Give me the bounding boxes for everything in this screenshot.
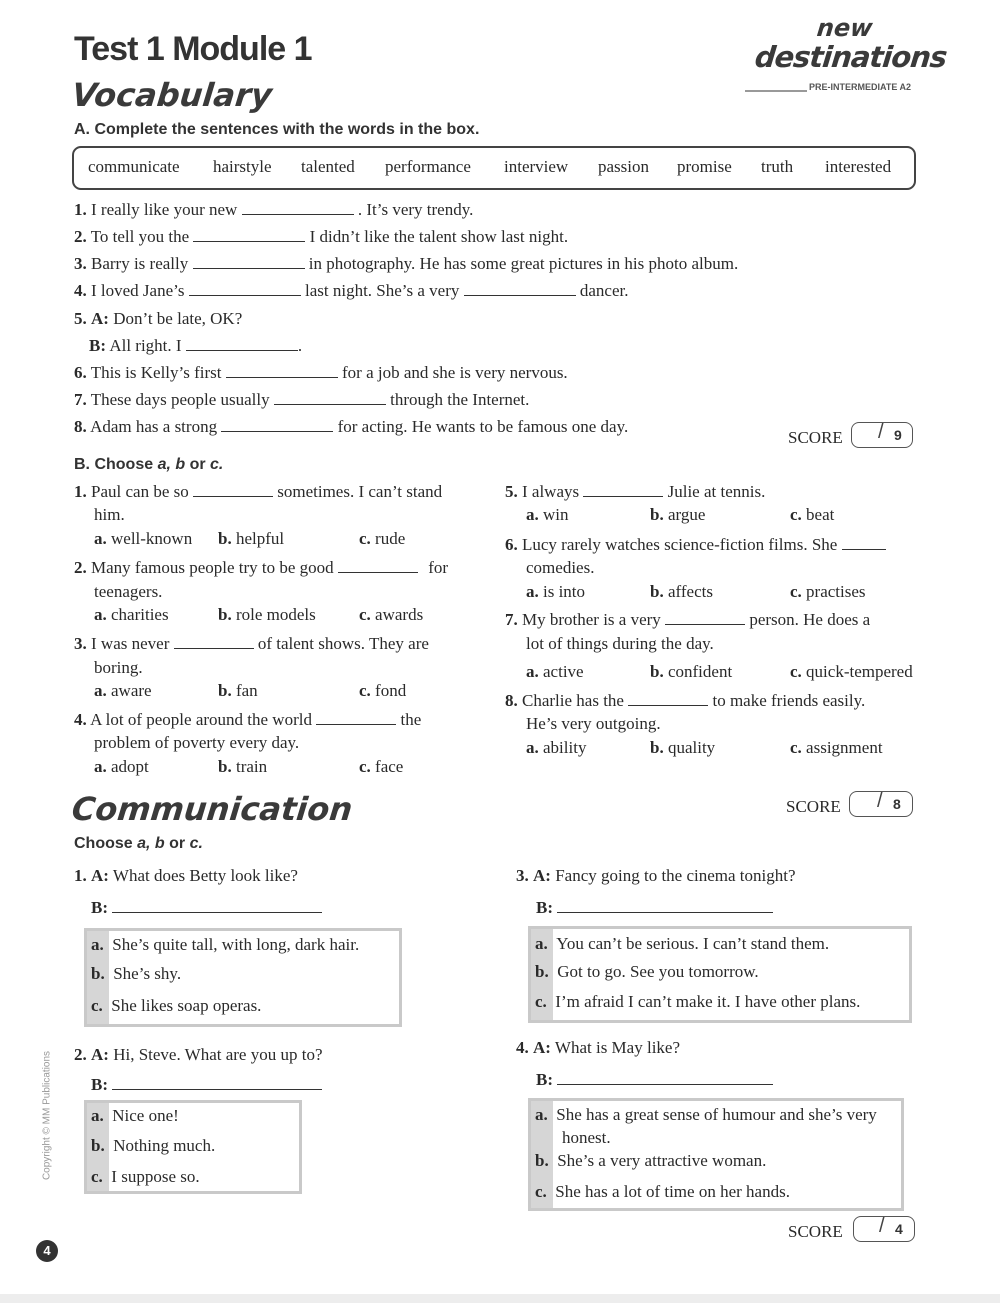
- question-text: What is May like?: [554, 1038, 681, 1057]
- copyright-notice: Copyright © MM Publications: [41, 1050, 53, 1181]
- sentence-text: I loved Jane’s: [91, 281, 185, 300]
- word: talented: [301, 157, 355, 176]
- option-a[interactable]: a. You can’t be serious. I can’t stand them.: [535, 934, 830, 953]
- answer-blank[interactable]: [557, 898, 773, 913]
- item-number: 1.: [74, 866, 87, 885]
- instr-letters: c.: [189, 835, 203, 852]
- brand-logo: [745, 14, 949, 99]
- option-c[interactable]: c. I’m afraid I can’t make it. I have other plans.: [535, 992, 861, 1011]
- option-text: argue: [667, 505, 706, 524]
- option-a[interactable]: a. ability: [526, 738, 587, 757]
- speaker-a: A:: [91, 1045, 109, 1064]
- b-q2-line2: teenagers.: [94, 582, 163, 601]
- sentence-text: To tell you the: [90, 227, 190, 246]
- b-q2-line1: [74, 558, 448, 578]
- option-a[interactable]: a. She has a great sense of humour and she’s very: [535, 1105, 877, 1124]
- option-b[interactable]: b. role models: [218, 605, 316, 624]
- item-number: 4.: [74, 710, 87, 729]
- brand-level: PRE-INTERMEDIATE A2: [809, 82, 912, 92]
- instr-letters: c.: [210, 456, 224, 473]
- option-text: aware: [111, 681, 152, 700]
- score-slash: /: [879, 1215, 885, 1237]
- c-q1-answer: [91, 898, 322, 918]
- communication-heading: Communication: [70, 790, 355, 828]
- answer-blank[interactable]: [557, 1070, 773, 1085]
- option-b[interactable]: b. Nothing much.: [91, 1136, 216, 1155]
- item-number: 7.: [74, 390, 87, 409]
- q-text: A lot of people around the world: [90, 710, 312, 729]
- option-text: She’s shy.: [113, 964, 182, 983]
- answer-blank[interactable]: [665, 610, 745, 625]
- sentence-4: [74, 281, 629, 301]
- b-q3-line1: [74, 634, 429, 654]
- sentence-3: [74, 254, 738, 274]
- answer-blank[interactable]: [316, 710, 396, 725]
- option-text: helpful: [235, 529, 285, 548]
- c-q2-answer: [91, 1075, 322, 1095]
- score-box-b[interactable]: [849, 791, 913, 817]
- b-q7-line2: lot of things during the day.: [526, 634, 714, 653]
- sentence-text: These days people usually: [90, 390, 270, 409]
- speaker-b: B:: [91, 1075, 108, 1094]
- item-number: 6.: [505, 535, 518, 554]
- q-text: I always: [522, 482, 580, 501]
- q-text: Paul can be so: [91, 482, 189, 501]
- option-a[interactable]: a. charities: [94, 605, 169, 624]
- option-text: quick-tempered: [806, 662, 913, 681]
- option-text: rude: [375, 529, 406, 548]
- speaker-b: B:: [536, 1070, 553, 1089]
- b-q4-line2: problem of poverty every day.: [94, 733, 300, 752]
- instr-letters: a, b: [157, 456, 186, 473]
- answer-blank[interactable]: [583, 482, 663, 497]
- b-q3-line2: boring.: [94, 658, 143, 677]
- answer-blank[interactable]: [174, 634, 254, 649]
- sentence-text: . It’s very trendy.: [357, 200, 474, 219]
- item-number: 3.: [516, 866, 529, 885]
- score-label: SCORE: [788, 428, 843, 447]
- score-total: 9: [894, 427, 902, 443]
- instr-text: or: [185, 456, 211, 473]
- option-c[interactable]: c. rude: [359, 529, 406, 548]
- option-text: practises: [806, 582, 866, 601]
- score-total: 4: [895, 1221, 903, 1237]
- option-a[interactable]: a. active: [526, 662, 584, 681]
- item-number: 4.: [516, 1038, 529, 1057]
- word: promise: [677, 157, 732, 176]
- option-text: charities: [111, 605, 169, 624]
- b-q5-line1: [505, 482, 765, 502]
- speaker-b: B:: [89, 336, 106, 355]
- option-c[interactable]: c. quick-tempered: [790, 662, 913, 681]
- speaker-b: B:: [536, 898, 553, 917]
- option-b[interactable]: b. argue: [650, 505, 706, 524]
- answer-blank[interactable]: [464, 281, 576, 296]
- b-q4-line1: [74, 710, 421, 730]
- sentence-text: dancer.: [579, 281, 629, 300]
- page-number: 4: [43, 1243, 51, 1258]
- option-text: quality: [667, 738, 716, 757]
- q-text: Julie at tennis.: [667, 482, 766, 501]
- option-a[interactable]: a. well-known: [94, 529, 193, 548]
- bottom-strip: [0, 1294, 1000, 1303]
- sentence-text: last night. She’s a very: [304, 281, 460, 300]
- option-text: active: [543, 662, 584, 681]
- option-c[interactable]: c. She likes soap operas.: [91, 996, 262, 1015]
- b-q7-line1: [505, 610, 870, 630]
- q-text: Lucy rarely watches science-fiction films. She: [522, 535, 838, 554]
- section-b-instruction: [74, 456, 223, 474]
- sentence-text: Adam has a strong: [90, 417, 218, 436]
- question-text: What does Betty look like?: [112, 866, 298, 885]
- option-text: awards: [375, 605, 424, 624]
- item-number: 1.: [74, 200, 87, 219]
- answer-blank[interactable]: [193, 482, 273, 497]
- answer-blank[interactable]: [242, 200, 354, 215]
- item-number: 6.: [74, 363, 87, 382]
- sentence-text: I didn’t like the talent show last night.: [309, 227, 569, 246]
- answer-blank[interactable]: [226, 363, 338, 378]
- option-a[interactable]: a. is into: [526, 582, 586, 601]
- option-text: She’s a very attractive woman.: [557, 1151, 767, 1170]
- answer-blank[interactable]: [112, 1075, 322, 1090]
- q-text: I was never: [91, 634, 170, 653]
- vocabulary-heading: Vocabulary: [70, 76, 274, 114]
- speaker-b: B:: [91, 898, 108, 917]
- sentence-1: [74, 200, 473, 220]
- option-c[interactable]: c. practises: [790, 582, 866, 601]
- option-a[interactable]: a. aware: [94, 681, 152, 700]
- item-number: 3.: [74, 254, 87, 273]
- sentence-text: for a job and she is very nervous.: [342, 363, 568, 382]
- option-text: She likes soap operas.: [111, 996, 262, 1015]
- speaker-a: A:: [533, 1038, 551, 1057]
- option-b[interactable]: b. helpful: [218, 529, 285, 548]
- score-slash: /: [878, 421, 884, 443]
- sentence-8: [74, 417, 628, 437]
- answer-blank[interactable]: [628, 691, 708, 706]
- option-c[interactable]: c. fond: [359, 681, 407, 700]
- option-text: You can’t be serious. I can’t stand them.: [556, 934, 830, 953]
- option-text: fond: [375, 681, 407, 700]
- q-text: Charlie has the: [522, 691, 624, 710]
- item-number: 5.: [505, 482, 518, 501]
- option-a-cont: honest.: [562, 1128, 611, 1147]
- answer-blank[interactable]: [189, 281, 301, 296]
- answer-blank[interactable]: [112, 898, 322, 913]
- test-title: Test 1 Module 1: [74, 30, 312, 68]
- b-q8-line1: [505, 691, 865, 711]
- question-text: Hi, Steve. What are you up to?: [113, 1045, 323, 1064]
- sentence-text: for acting. He wants to be famous one day.: [337, 417, 629, 436]
- option-text: Nice one!: [112, 1106, 179, 1125]
- c-q2-question: [74, 1045, 323, 1065]
- option-text: I’m afraid I can’t make it. I have other plans.: [555, 992, 861, 1011]
- brand-new: new: [815, 14, 875, 42]
- speaker-a: A:: [91, 309, 109, 328]
- q-text: of talent shows. They are: [257, 634, 429, 653]
- item-number: 1.: [74, 482, 87, 501]
- option-b[interactable]: b. train: [218, 757, 268, 776]
- option-text: role models: [235, 605, 316, 624]
- answer-blank[interactable]: [338, 558, 418, 573]
- c-q1-question: [74, 866, 298, 886]
- speaker-a: A:: [91, 866, 109, 885]
- item-number: 8.: [74, 417, 87, 436]
- word: passion: [598, 157, 649, 176]
- sentence-text: .: [297, 336, 303, 355]
- option-text: train: [235, 757, 268, 776]
- q-text: sometimes. I can’t stand: [277, 482, 443, 501]
- option-text: assignment: [806, 738, 883, 757]
- sentence-6: [74, 363, 568, 383]
- page-number-badge: [36, 1240, 58, 1262]
- q-text: for: [428, 558, 449, 577]
- item-number: 4.: [74, 281, 87, 300]
- q-text: person. He does a: [749, 610, 871, 629]
- instr-text: B. Choose: [74, 456, 158, 473]
- word: interested: [825, 157, 892, 176]
- answer-blank[interactable]: [186, 336, 298, 351]
- option-text: beat: [806, 505, 835, 524]
- item-number: 7.: [505, 610, 518, 629]
- c-q3-answer: [536, 898, 773, 918]
- brand-destinations: destinations: [753, 40, 949, 74]
- answer-blank[interactable]: [221, 417, 333, 432]
- item-number: 2.: [74, 1045, 87, 1064]
- communication-instruction: [74, 835, 203, 853]
- option-b[interactable]: b. She’s a very attractive woman.: [535, 1151, 767, 1170]
- option-text: face: [375, 757, 404, 776]
- word: interview: [504, 157, 569, 176]
- option-b[interactable]: b. affects: [650, 582, 713, 601]
- option-b[interactable]: b. fan: [218, 681, 258, 700]
- word: performance: [385, 157, 471, 176]
- word: hairstyle: [213, 157, 272, 176]
- item-number: 2.: [74, 227, 87, 246]
- option-text: affects: [667, 582, 713, 601]
- instr-text: or: [164, 835, 190, 852]
- instr-letters: a, b: [137, 835, 165, 852]
- c-q4-answer: [536, 1070, 773, 1090]
- answer-blank[interactable]: [274, 390, 386, 405]
- answer-blank[interactable]: [842, 535, 886, 550]
- q-text: My brother is a very: [522, 610, 661, 629]
- option-c[interactable]: c. awards: [359, 605, 424, 624]
- score-label: SCORE: [786, 797, 841, 816]
- option-text: She has a great sense of humour and she’s very: [556, 1105, 877, 1124]
- answer-blank[interactable]: [193, 254, 305, 269]
- item-number: 8.: [505, 691, 518, 710]
- option-text: well-known: [111, 529, 193, 548]
- option-c[interactable]: c. beat: [790, 505, 835, 524]
- option-text: ability: [543, 738, 587, 757]
- sentence-7: [74, 390, 529, 410]
- option-text: Got to go. See you tomorrow.: [557, 962, 759, 981]
- item-number: 2.: [74, 558, 87, 577]
- option-text: She has a lot of time on her hands.: [555, 1182, 790, 1201]
- score-total: 8: [893, 796, 901, 812]
- q-text: Many famous people try to be good: [91, 558, 334, 577]
- option-text: Nothing much.: [113, 1136, 216, 1155]
- option-b[interactable]: b. Got to go. See you tomorrow.: [535, 962, 759, 981]
- section-a-instruction: A. Complete the sentences with the words in the box.: [74, 121, 480, 138]
- speaker-a: A:: [533, 866, 551, 885]
- option-text: She’s quite tall, with long, dark hair.: [112, 935, 360, 954]
- b-q6-line1: [505, 535, 886, 555]
- option-text: adopt: [111, 757, 149, 776]
- instr-text: Choose: [74, 835, 138, 852]
- option-text: is into: [543, 582, 586, 601]
- b-q1-line2: him.: [94, 505, 125, 524]
- option-b[interactable]: b. confident: [650, 662, 733, 681]
- option-a[interactable]: a. win: [526, 505, 569, 524]
- score-label: SCORE: [788, 1222, 843, 1241]
- option-c[interactable]: c. face: [359, 757, 404, 776]
- sentence-text: I really like your new: [91, 200, 238, 219]
- option-c[interactable]: c. I suppose so.: [91, 1167, 200, 1186]
- option-c[interactable]: c. She has a lot of time on her hands.: [535, 1182, 790, 1201]
- sentence-text: Don’t be late, OK?: [113, 309, 243, 328]
- option-text: fan: [235, 681, 258, 700]
- option-a[interactable]: a. adopt: [94, 757, 149, 776]
- q-text: to make friends easily.: [712, 691, 866, 710]
- answer-blank[interactable]: [193, 227, 305, 242]
- option-a[interactable]: a. Nice one!: [91, 1106, 179, 1125]
- b-q8-line2: He’s very outgoing.: [526, 714, 661, 733]
- c-q3-question: [516, 866, 796, 886]
- c-q4-question: [516, 1038, 680, 1058]
- word: truth: [761, 157, 794, 176]
- q-text: the: [400, 710, 422, 729]
- option-text: win: [543, 505, 569, 524]
- b-q1-line1: [74, 482, 442, 502]
- sentence-5a: [74, 309, 242, 329]
- item-number: 5.: [74, 309, 87, 328]
- brand-underline: [745, 90, 807, 92]
- sentence-text: All right. I: [109, 336, 182, 355]
- b-q6-line2: comedies.: [526, 558, 595, 577]
- option-text: confident: [667, 662, 733, 681]
- sentence-text: Barry is really: [91, 254, 189, 273]
- score-box-c[interactable]: [853, 1216, 915, 1242]
- item-number: 3.: [74, 634, 87, 653]
- option-c[interactable]: c. assignment: [790, 738, 883, 757]
- sentence-5b: [89, 336, 302, 356]
- option-text: I suppose so.: [111, 1167, 200, 1186]
- option-a[interactable]: a. She’s quite tall, with long, dark hair.: [91, 935, 360, 954]
- option-b[interactable]: b. She’s shy.: [91, 964, 182, 983]
- sentence-text: through the Internet.: [390, 390, 530, 409]
- sentence-text: in photography. He has some great pictures in his photo album.: [308, 254, 739, 273]
- question-text: Fancy going to the cinema tonight?: [555, 866, 796, 885]
- word: communicate: [88, 157, 180, 176]
- score-slash: /: [877, 790, 883, 812]
- sentence-2: [74, 227, 568, 247]
- score-box-a[interactable]: [851, 422, 913, 448]
- option-b[interactable]: b. quality: [650, 738, 716, 757]
- sentence-text: This is Kelly’s first: [90, 363, 222, 382]
